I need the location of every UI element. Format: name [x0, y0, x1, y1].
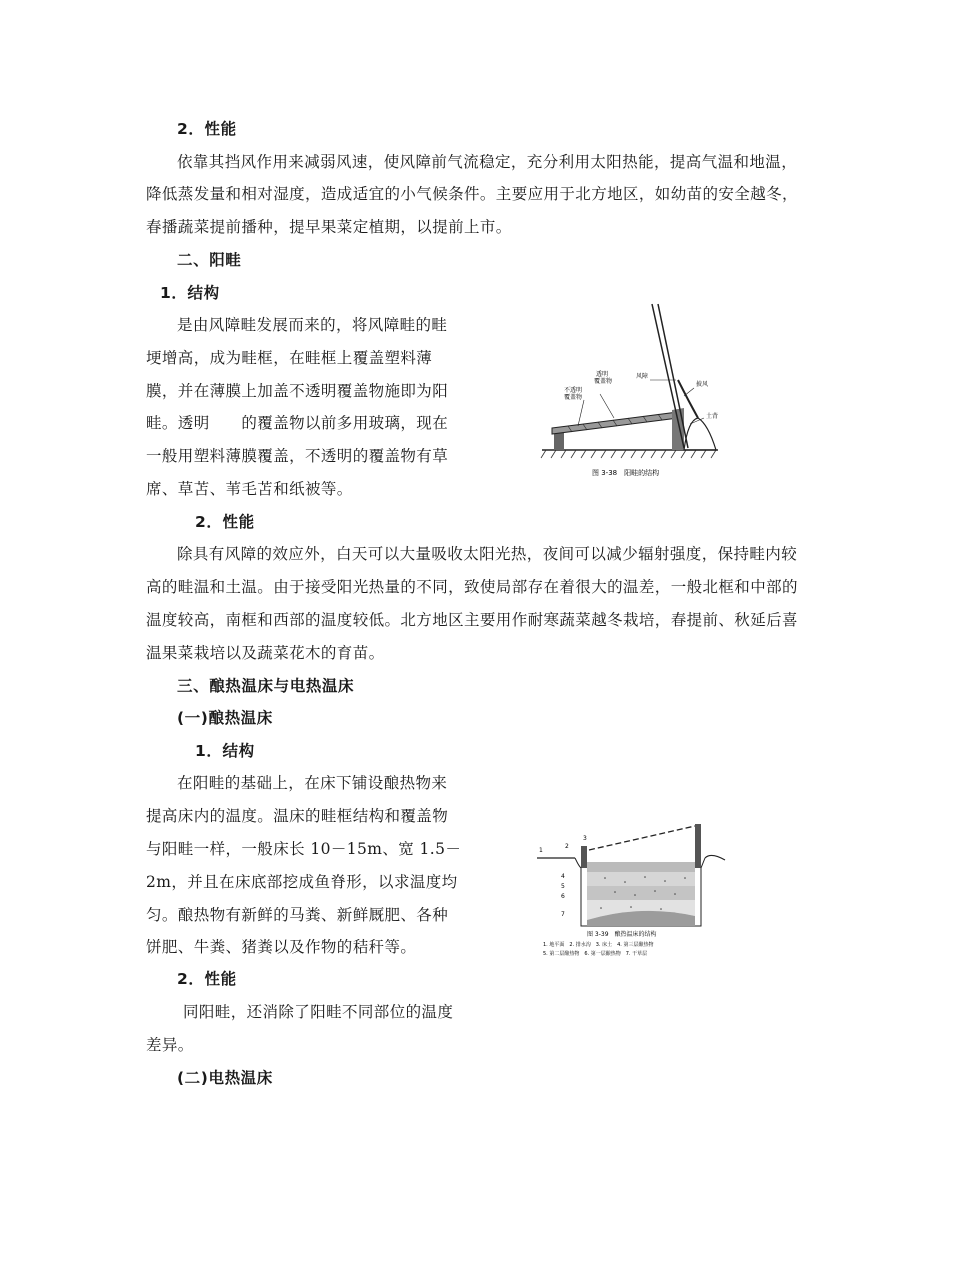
paragraph-line: 一般用塑料薄膜覆盖，不透明的覆盖物有草	[146, 447, 449, 465]
figure1-caption: 图 3-38 阳畦的结构	[592, 469, 660, 477]
paragraph-line: 膜，并在薄膜上加盖不透明覆盖物施即为阳	[146, 382, 449, 400]
figure2-number-1: 1	[539, 847, 543, 854]
label-transparent-cover-2: 覆盖物	[594, 378, 613, 385]
paragraph-line: 春播蔬菜提前播种，提早果菜定植期，以提前上市。	[146, 218, 512, 236]
figure2-number-2: 2	[565, 843, 569, 850]
label-soil-wall: 土背	[706, 413, 719, 420]
figure-fermentation-hotbed	[535, 820, 730, 965]
section-heading-hotbed: 三、酿热温床与电热温床	[177, 677, 355, 695]
figure2-legend-1: 1. 地平面 2. 排水沟 3. 床土 4. 第三层酿热物	[543, 942, 654, 948]
paragraph-line: 差异。	[146, 1036, 194, 1054]
paragraph-line: 温度较高，南框和西部的温度较低。北方地区主要用作耐寒蔬菜越冬栽培，春提前、秋延后喜	[146, 611, 798, 629]
figure2-number-5: 5	[561, 883, 565, 890]
sub-heading-performance-2: 2．性能	[195, 513, 255, 531]
paragraph-line: 高的畦温和土温。由于接受阳光热量的不同，致使局部存在着很大的温差，一般北框和中部的	[146, 578, 798, 596]
label-fence: 披风	[696, 381, 709, 388]
paragraph-line: 畦。透明 的覆盖物以前多用玻璃，现在	[146, 414, 449, 432]
section-heading-performance-1: 2．性能	[177, 120, 237, 138]
figure2-number-7: 7	[561, 911, 565, 918]
figure-yangqi-structure	[538, 300, 738, 485]
paragraph-line: 饼肥、牛粪、猪粪以及作物的秸秆等。	[146, 938, 417, 956]
figure2-number-3: 3	[583, 835, 587, 842]
paragraph-line: 温果菜栽培以及蔬菜花木的育苗。	[146, 644, 385, 662]
paragraph-line: 埂增高，成为畦框，在畦框上覆盖塑料薄	[146, 349, 433, 367]
paragraph-line: 同阳畦，还消除了阳畦不同部位的温度	[183, 1003, 454, 1021]
figure2-caption: 图 3-39 酿热温床的结构	[587, 931, 657, 938]
paragraph-line: 2m，并且在床底部挖成鱼脊形，以求温度均	[146, 873, 458, 891]
paragraph-line: 与阳畦一样，一般床长 10－15m、宽 1.5－	[146, 840, 462, 858]
label-windbreak: 风障	[636, 373, 649, 380]
paragraph-line: 依靠其挡风作用来减弱风速，使风障前气流稳定，充分利用太阳热能，提高气温和地温，	[177, 153, 798, 171]
sub-heading-electric-hotbed: (二)电热温床	[177, 1069, 273, 1087]
paragraph-line: 席、草苫、苇毛苫和纸被等。	[146, 480, 353, 498]
paragraph-line: 降低蒸发量和相对湿度，造成适宜的小气候条件。主要应用于北方地区，如幼苗的安全越冬，	[146, 185, 798, 203]
section-heading-yangqi: 二、阳畦	[177, 251, 242, 269]
paragraph-line: 提高床内的温度。温床的畦框结构和覆盖物	[146, 807, 449, 825]
paragraph-line: 在阳畦的基础上，在床下铺设酿热物来	[177, 774, 448, 792]
figure2-number-6: 6	[561, 893, 565, 900]
sub-heading-performance-3: 2．性能	[177, 970, 237, 988]
sub-heading-structure-2: 1．结构	[195, 742, 255, 760]
label-opaque-cover: 不透明	[564, 387, 583, 394]
figure2-number-4: 4	[561, 873, 565, 880]
sub-heading-fermentation-hotbed: (一)酿热温床	[177, 709, 273, 727]
sub-heading-structure-1: 1．结构	[160, 284, 220, 302]
figure2-legend-2: 5. 第二层酿热物 6. 第一层酿热物 7. 干草层	[543, 951, 648, 957]
label-transparent-cover: 透明	[596, 371, 609, 378]
paragraph-line: 除具有风障的效应外，白天可以大量吸收太阳光热，夜间可以减少辐射强度，保持畦内较	[177, 545, 798, 563]
paragraph-line: 是由风障畦发展而来的，将风障畦的畦	[177, 316, 448, 334]
label-opaque-cover-2: 覆盖物	[564, 394, 583, 401]
paragraph-line: 匀。酿热物有新鲜的马粪、新鲜厩肥、各种	[146, 906, 449, 924]
